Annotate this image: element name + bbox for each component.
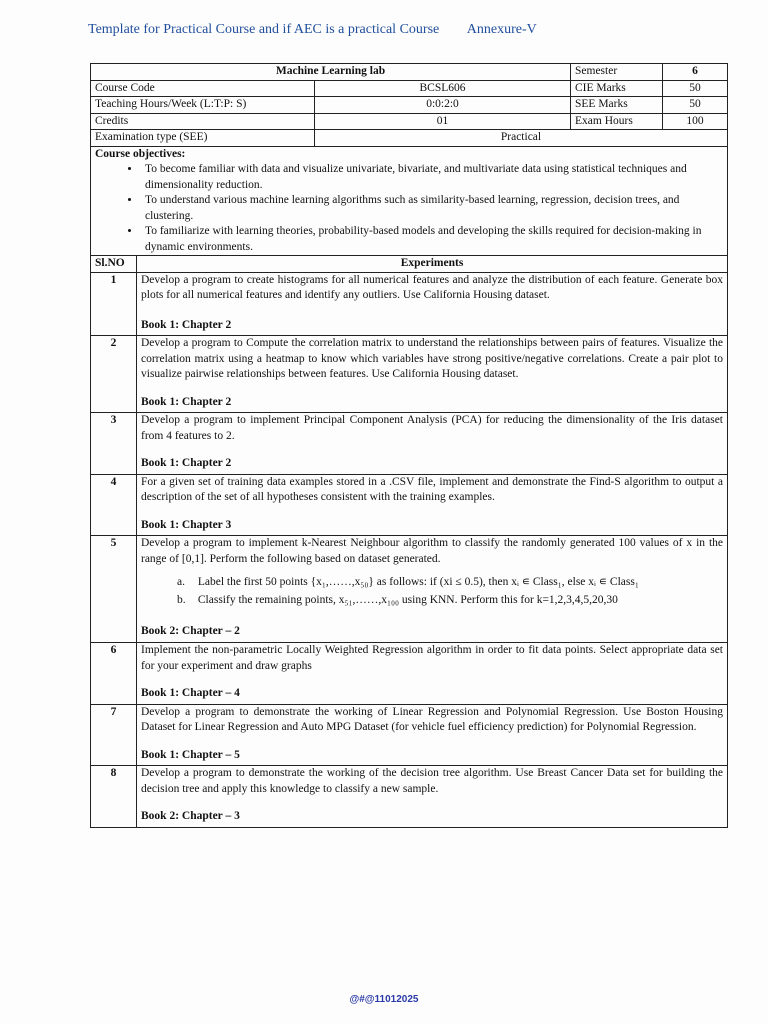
experiment-cell <box>137 704 728 766</box>
objectives-cell <box>91 146 728 256</box>
book-reference: Book 1: Chapter – 4 <box>141 687 240 700</box>
syllabus-table <box>90 63 728 828</box>
course-name-row <box>91 64 728 81</box>
experiment-text: Develop a program to implement Principal Component Analysis (PCA) for reducing the dimensionality of the Iris dataset from 4 features to 2. <box>141 414 723 442</box>
book-reference: Book 2: Chapter – 2 <box>141 625 240 638</box>
book-reference: Book 1: Chapter 2 <box>141 457 232 470</box>
credits-value: 01 <box>315 113 571 130</box>
objectives-row <box>91 146 728 256</box>
sub-step-text: Classify the remaining points, x₅₁,……,x₁₀₀ using KNN. Perform this for k=1,2,3,4,5,20,30 <box>197 593 618 606</box>
experiment-row <box>91 536 728 643</box>
teaching-hours-row <box>91 97 728 114</box>
experiment-row <box>91 642 728 704</box>
experiment-row <box>91 336 728 413</box>
experiment-cell <box>137 766 728 828</box>
book-reference: Book 1: Chapter 3 <box>141 518 232 531</box>
teaching-hours-value: 0:0:2:0 <box>315 97 571 114</box>
sub-steps-list <box>141 575 723 608</box>
exam-type-value: Practical <box>315 130 728 147</box>
credits-row <box>91 113 728 130</box>
semester-value: 6 <box>663 64 728 81</box>
cie-marks-value: 50 <box>663 80 728 97</box>
experiment-number: 6 <box>91 642 137 704</box>
experiment-text: For a given set of training data examples stored in a .CSV file, implement and demonstrate the Find-S algorithm to output a description of the set of all hypotheses consistent with the training examples. <box>141 475 723 504</box>
sub-step-b <box>177 593 723 609</box>
sub-step-a <box>177 575 723 591</box>
experiment-text: Implement the non-parametric Locally Weighted Regression algorithm in order to fit data points. Select appropriate data set for your experiment and draw graphs <box>141 643 723 672</box>
objectives-list <box>95 162 723 255</box>
experiment-cell <box>137 536 728 643</box>
course-code-label: Course Code <box>91 80 315 97</box>
course-name: Machine Learning lab <box>91 64 571 81</box>
experiment-number: 4 <box>91 474 137 536</box>
objective-item: • To understand various machine learning algorithms such as similarity-based learning, regression, decision trees, and clustering. <box>141 193 723 224</box>
experiment-cell <box>137 474 728 536</box>
experiment-row <box>91 766 728 828</box>
credits-label: Credits <box>91 113 315 130</box>
book-reference: Book 1: Chapter 2 <box>141 318 232 331</box>
experiment-text: Develop a program to create histograms for all numerical features and analyze the distribution of each feature. Generate box plots for all numerical features and identify any outliers. Use California Housing dataset. <box>141 273 723 302</box>
sub-step-text: Label the first 50 points {x₁,……,x₅₀} as follows: if (xi ≤ 0.5), then xᵢ ∊ Class₁, else xᵢ ∊ Class₁ <box>197 576 639 589</box>
experiment-row <box>91 272 728 336</box>
page-header <box>88 22 537 38</box>
experiment-text: Develop a program to Compute the correlation matrix to understand the relationships between pairs of features. Visualize the correlation matrix using a heatmap to know which variables have strong positive/negative correlations. Create a pair plot to visualize pairwise relationships between features. Use California Housing dataset. <box>141 337 723 381</box>
experiment-row <box>91 474 728 536</box>
annexure-label: Annexure-V <box>466 22 537 37</box>
sub-step-label: b. <box>177 593 186 606</box>
experiment-text: Develop a program to demonstrate the working of the decision tree algorithm. Use Breast Cancer Data set for building the decision tree and apply this knowledge to classify a new sample. <box>141 767 723 795</box>
template-title: Template for Practical Course and if AEC is a practical Course <box>88 22 440 37</box>
exam-type-row <box>91 130 728 147</box>
objective-item: • To familiarize with learning theories, probability-based models and developing the skills required for decision-making in dynamic environments. <box>141 224 723 255</box>
experiment-cell <box>137 336 728 413</box>
semester-label: Semester <box>571 64 663 81</box>
book-reference: Book 1: Chapter 2 <box>141 395 232 408</box>
experiment-number: 8 <box>91 766 137 828</box>
exam-hours-label: Exam Hours <box>571 113 663 130</box>
objectives-title: Course objectives: <box>95 147 186 160</box>
experiment-number: 7 <box>91 704 137 766</box>
experiment-cell <box>137 642 728 704</box>
experiment-text: Develop a program to implement k-Nearest Neighbour algorithm to classify the randomly generated 100 values of x in the range of [0,1]. Perform the following based on dataset generated. <box>141 537 723 565</box>
experiment-number: 1 <box>91 272 137 336</box>
objective-item: • To become familiar with data and visualize univariate, bivariate, and multivariate data using statistical techniques and dimensionality reduction. <box>141 162 723 193</box>
course-code-row <box>91 80 728 97</box>
experiment-number: 3 <box>91 413 137 475</box>
book-reference: Book 1: Chapter – 5 <box>141 748 240 761</box>
slno-header: Sl.NO <box>91 256 137 273</box>
exam-type-label: Examination type (SEE) <box>91 130 315 147</box>
experiment-text: Develop a program to demonstrate the working of Linear Regression and Polynomial Regression. Use Boston Housing Dataset for Linear Regression and Auto MPG Dataset (for vehicle fuel efficiency prediction) for Polynomial Regression. <box>141 705 723 734</box>
experiments-header-row <box>91 256 728 273</box>
experiments-header: Experiments <box>137 256 728 273</box>
course-code-value: BCSL606 <box>315 80 571 97</box>
experiment-cell <box>137 413 728 475</box>
experiment-row <box>91 413 728 475</box>
book-reference: Book 2: Chapter – 3 <box>141 810 240 823</box>
sub-step-label: a. <box>177 576 185 589</box>
experiment-row <box>91 704 728 766</box>
see-marks-label: SEE Marks <box>571 97 663 114</box>
footer-watermark: @#@11012025 <box>349 994 419 1005</box>
teaching-hours-label: Teaching Hours/Week (L:T:P: S) <box>91 97 315 114</box>
experiment-number: 2 <box>91 336 137 413</box>
cie-marks-label: CIE Marks <box>571 80 663 97</box>
see-marks-value: 50 <box>663 97 728 114</box>
experiment-cell <box>137 272 728 336</box>
experiment-number: 5 <box>91 536 137 643</box>
exam-hours-value: 100 <box>663 113 728 130</box>
